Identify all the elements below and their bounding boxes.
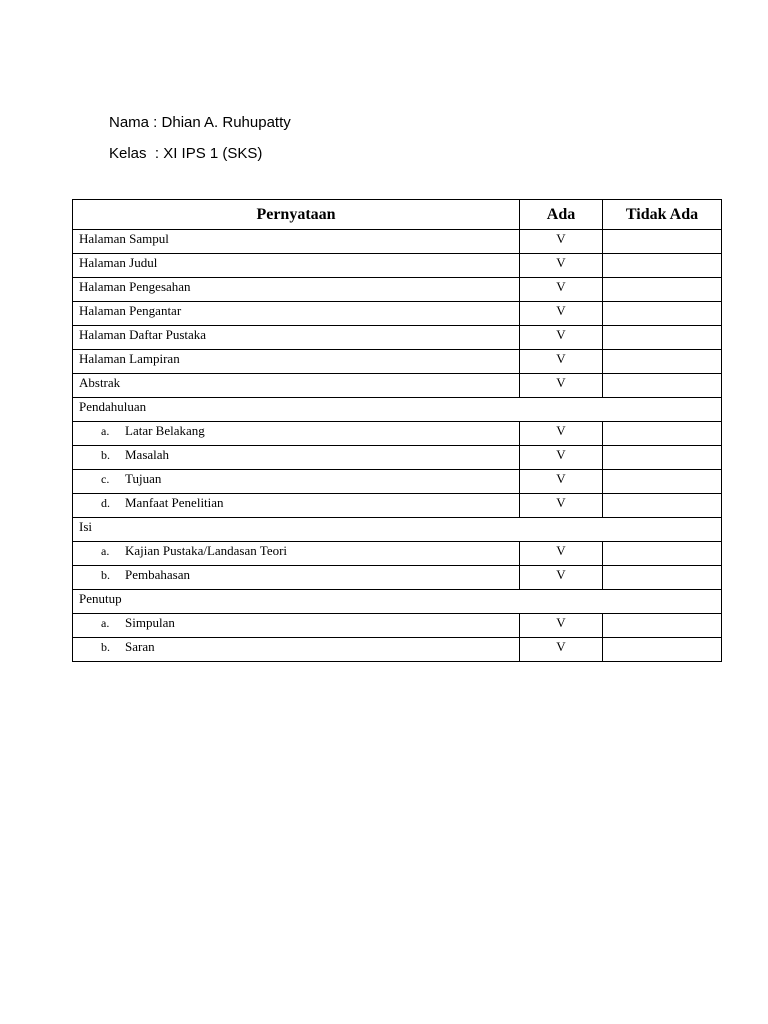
tidak-ada-cell <box>603 230 722 254</box>
table-row <box>73 614 722 638</box>
table-row <box>73 302 722 326</box>
table-row <box>73 638 722 662</box>
statement-label: Latar Belakang <box>125 423 205 438</box>
table-row <box>73 350 722 374</box>
tidak-ada-cell <box>603 566 722 590</box>
tidak-ada-cell <box>603 542 722 566</box>
statement-label: Halaman Judul <box>79 255 158 270</box>
statement-cell <box>73 350 520 374</box>
tidak-ada-cell <box>603 614 722 638</box>
list-marker: b. <box>101 448 110 462</box>
tidak-ada-cell <box>603 446 722 470</box>
tidak-ada-cell <box>603 494 722 518</box>
tidak-ada-cell <box>603 326 722 350</box>
statement-cell <box>73 230 520 254</box>
table-row <box>73 542 722 566</box>
statement-label: Halaman Lampiran <box>79 351 180 366</box>
column-header-tidak-ada: Tidak Ada <box>603 200 722 230</box>
tidak-ada-cell <box>603 470 722 494</box>
list-marker: a. <box>101 424 110 438</box>
student-info <box>109 113 291 175</box>
column-header-ada: Ada <box>520 200 603 230</box>
section-row <box>73 398 722 422</box>
table-row <box>73 470 722 494</box>
statement-label: Pembahasan <box>125 567 190 582</box>
ada-cell: V <box>520 230 603 254</box>
table-header-row <box>73 200 722 230</box>
ada-cell: V <box>520 566 603 590</box>
section-label: Penutup <box>73 590 722 614</box>
statement-label: Abstrak <box>79 375 121 390</box>
statement-cell <box>73 302 520 326</box>
ada-cell: V <box>520 350 603 374</box>
ada-cell: V <box>520 542 603 566</box>
column-header-statement: Pernyataan <box>73 200 520 230</box>
ada-cell: V <box>520 638 603 662</box>
list-marker: d. <box>101 496 110 510</box>
statement-cell <box>73 494 520 518</box>
statement-cell <box>73 446 520 470</box>
table-row <box>73 422 722 446</box>
ada-cell: V <box>520 470 603 494</box>
tidak-ada-cell <box>603 374 722 398</box>
list-marker: a. <box>101 616 110 630</box>
tidak-ada-cell <box>603 278 722 302</box>
student-class: Kelas : XI IPS 1 (SKS) <box>109 145 263 162</box>
ada-cell: V <box>520 326 603 350</box>
statement-cell <box>73 614 520 638</box>
ada-cell: V <box>520 422 603 446</box>
statement-cell <box>73 278 520 302</box>
ada-cell: V <box>520 374 603 398</box>
student-name: Nama : Dhian A. Ruhupatty <box>109 114 291 131</box>
ada-cell: V <box>520 494 603 518</box>
table-row <box>73 446 722 470</box>
table-row <box>73 254 722 278</box>
list-marker: c. <box>101 472 110 486</box>
section-row <box>73 590 722 614</box>
tidak-ada-cell <box>603 350 722 374</box>
table-row <box>73 230 722 254</box>
table-row <box>73 374 722 398</box>
statement-cell <box>73 374 520 398</box>
ada-cell: V <box>520 302 603 326</box>
statement-label: Simpulan <box>125 615 175 630</box>
statement-label: Halaman Sampul <box>79 231 169 246</box>
ada-cell: V <box>520 278 603 302</box>
list-marker: a. <box>101 544 110 558</box>
table-row <box>73 494 722 518</box>
statement-label: Kajian Pustaka/Landasan Teori <box>125 543 288 558</box>
list-marker: b. <box>101 568 110 582</box>
table-row <box>73 566 722 590</box>
statement-label: Halaman Pengantar <box>79 303 182 318</box>
statement-label: Saran <box>125 639 155 654</box>
statement-cell <box>73 542 520 566</box>
list-marker: b. <box>101 640 110 654</box>
statement-label: Halaman Pengesahan <box>79 279 191 294</box>
table-row <box>73 326 722 350</box>
ada-cell: V <box>520 254 603 278</box>
statement-cell <box>73 638 520 662</box>
statement-cell <box>73 326 520 350</box>
tidak-ada-cell <box>603 302 722 326</box>
section-label: Pendahuluan <box>73 398 722 422</box>
ada-cell: V <box>520 446 603 470</box>
tidak-ada-cell <box>603 254 722 278</box>
statement-label: Halaman Daftar Pustaka <box>79 327 207 342</box>
tidak-ada-cell <box>603 422 722 446</box>
statement-cell <box>73 566 520 590</box>
section-label: Isi <box>73 518 722 542</box>
statement-label: Manfaat Penelitian <box>125 495 224 510</box>
statement-cell <box>73 470 520 494</box>
statement-cell <box>73 254 520 278</box>
table-row <box>73 278 722 302</box>
tidak-ada-cell <box>603 638 722 662</box>
ada-cell: V <box>520 614 603 638</box>
statement-label: Tujuan <box>125 471 162 486</box>
section-row <box>73 518 722 542</box>
statement-cell <box>73 422 520 446</box>
checklist-table <box>72 199 722 662</box>
statement-label: Masalah <box>125 447 170 462</box>
